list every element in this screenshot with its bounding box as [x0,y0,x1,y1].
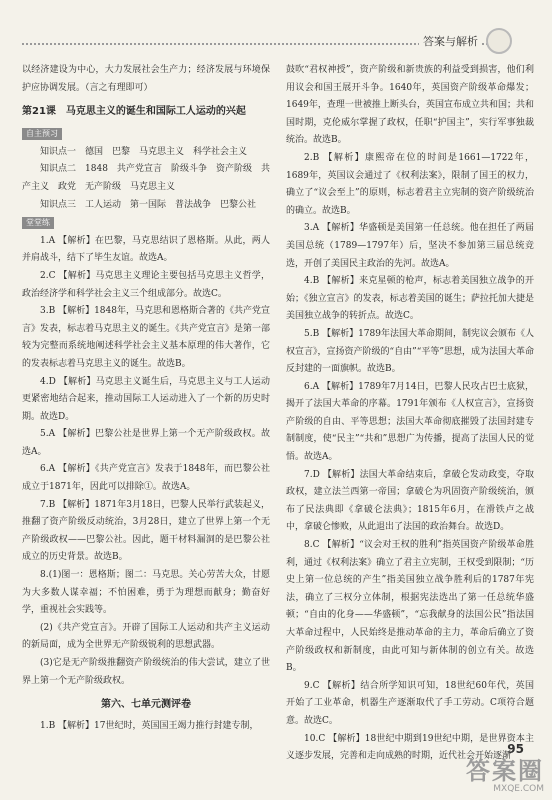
page-number: 95 [507,742,524,756]
watermark-url: MXQE.COM [493,784,544,794]
knowledge-point-1: 知识点一 德国 巴黎 马克思主义 科学社会主义 [40,146,248,157]
unit-answer-8: 8.C 【解析】“议会对王权的胜利”指英国资产阶级革命胜利，通过《权利法案》确立了君主立宪制，王权受到限制；“历史上第一位总统的产生”指美国独立战争胜利后的1787年宪法，确立了三权分立体制，根据宪法选出了第一任总统华盛顿；“自由的化身——华盛顿”，“忘我献身的法国公民”指法国大革命过程中，人民始终是推动革命的主力，革命后确立了资产阶级政权和新制度，由此可知与新体制的创立有关。故选B。 [286,540,534,674]
lesson-title: 第21课 马克思主义的诞生和国际工人运动的兴起 [22,106,246,118]
page-header [0,0,552,56]
answer-5: 5.A 【解析】巴黎公社是世界上第一个无产阶级政权。故选A。 [22,429,270,457]
header-title: 答案与解析 [419,33,482,49]
knowledge-point-3: 知识点三 工人运动 第一国际 普法战争 巴黎公社 [40,199,257,210]
unit-answer-3: 3.A 【解析】华盛顿是美国第一任总统。他在担任了两届美国总统（1789—1797年）后，坚决不参加第三届总统竞选，开创了美国民主政治的先河。故选A。 [286,223,534,269]
answer-4: 4.D 【解析】马克思主义诞生后，马克思主义与工人运动更紧密地结合起来，推动国际工人运动进入了一个新的历史时期。故选D。 [22,376,270,422]
answer-7: 7.B 【解析】1871年3月18日，巴黎人民举行武装起义，推翻了资产阶级反动统治，3月28日，建立了世界上第一个无产阶级政权——巴黎公社。因此，题干材料漏洞的是巴黎公社成立的历史背景。故选B。 [22,499,270,563]
header-medal-icon [486,28,512,54]
answer-3: 3.B 【解析】1848年，马克思和恩格斯合著的《共产党宣言》发表，标志着马克思主义的诞生。《共产党宣言》是第一部较为完整而系统地阐述科学社会主义基本原理的伟大著作，它的发表标志着马克思主义的诞生。故选B。 [22,306,270,369]
answer-6: 6.A 【解析】《共产党宣言》发表于1848年，而巴黎公社成立于1871年，因此可以排除①。故选A。 [22,464,270,493]
intro-paragraph: 以经济建设为中心，大力发展社会生产力；经济发展与环境保护应协调发展。（言之有理即可） [22,65,270,93]
watermark-text: 答案圈 [466,757,544,785]
answer-8-part-1: 8.(1)图一：恩格斯；图二：马克思。关心劳苦大众，甘愿为大多数人谋幸福；不怕困难，勇于为理想而献身；勤奋好学，重视社会实践等。 [22,570,270,616]
unit-answer-5: 5.B 【解析】1789年法国大革命期间，制宪议会颁布《人权宣言》，宣扬资产阶级的“自由”“平等”思想，成为法国大革命反封建的一面旗帜。故选B。 [286,328,534,375]
unit-answer-6: 6.A 【解析】1789年7月14日，巴黎人民攻占巴士底狱，揭开了法国大革命的序幕。1791年颁布《人权宣言》，宣扬资产阶级的自由、平等思想；法国大革命彻底摧毁了法国封建专制制度，使“民主”“共和”思想广为传播，提高了法国人民的觉悟。故选A。 [286,381,534,463]
answer-8-part-2: (2)《共产党宣言》。开辟了国际工人运动和共产主义运动的新局面，成为全世界无产阶级锐利的思想武器。 [22,622,270,651]
site-watermark [466,758,544,794]
answer-8-part-3: (3)它是无产阶级推翻资产阶级统治的伟大尝试，建立了世界上第一个无产阶级政权。 [22,658,270,686]
section-tag-preview: 自主预习 [22,128,62,140]
knowledge-point-2: 知识点二 1848 共产党宣言 阶级斗争 资产阶级 共产主义 政党 无产阶级 马克思主义 [22,164,270,192]
answer-1: 1.A 【解析】在巴黎，马克思结识了恩格斯。从此，两人并肩战斗，结下了毕生友谊。故选A。 [22,235,270,264]
unit-answer-10: 10.C 【解析】18世纪中期到19世纪中期，是世界资本主义逐步发展，完善和走向成熟的时期，近代社会开始逐渐 [286,733,534,762]
section-tag-practice: 堂堂练 [22,217,54,229]
unit-answer-1-continued: 鼓吹“君权神授”，资产阶级和新贵族的利益受到损害，他们利用议会和国王展开斗争。1640年，英国资产阶级革命爆发；1649年，查理一世被推上断头台，英国宣布成立共和国；共和国时期，克伦威尔掌握了政权，任职“护国主”，实行军事独裁统治。故选B。 [286,65,534,146]
unit-answer-7: 7.D 【解析】法国大革命结束后，拿破仑发动政变，夺取政权，建立法兰西第一帝国；拿破仑为巩固资产阶级统治，颁布了民法典即《拿破仑法典》；1815年6月，在滑铁卢之战中，拿破仑惨败，从此退出了法国的政治舞台。故选D。 [286,469,534,533]
unit-answer-2: 2.B 【解析】康熙帝在位的时间是1661—1722年，1689年，英国议会通过了《权利法案》，限制了国王的权力，确立了“议会至上”的原则，标志着君主立宪制的资产阶级统治的确立。故选B。 [286,152,534,216]
unit-answer-9: 9.C 【解析】结合所学知识可知，18世纪60年代，英国开始了工业革命，机器生产逐渐取代了手工劳动。C项符合题意。故选C。 [286,680,534,726]
left-column [22,62,270,735]
answer-2: 2.C 【解析】马克思主义理论主要包括马克思主义哲学，政治经济学和科学社会主义三个组成部分。故选C。 [22,270,270,299]
unit-test-title: 第六、七单元测评卷 [101,699,191,711]
unit-answer-4: 4.B 【解析】来克星顿的枪声，标志着美国独立战争的开始；《独立宣言》的发表，标志着美国的诞生；萨拉托加大捷是美国独立战争的转折点。故选C。 [286,276,534,322]
right-column [286,62,534,766]
unit-answer-1: 1.B 【解析】17世纪时，英国国王竭力推行封建专制， [40,720,259,731]
